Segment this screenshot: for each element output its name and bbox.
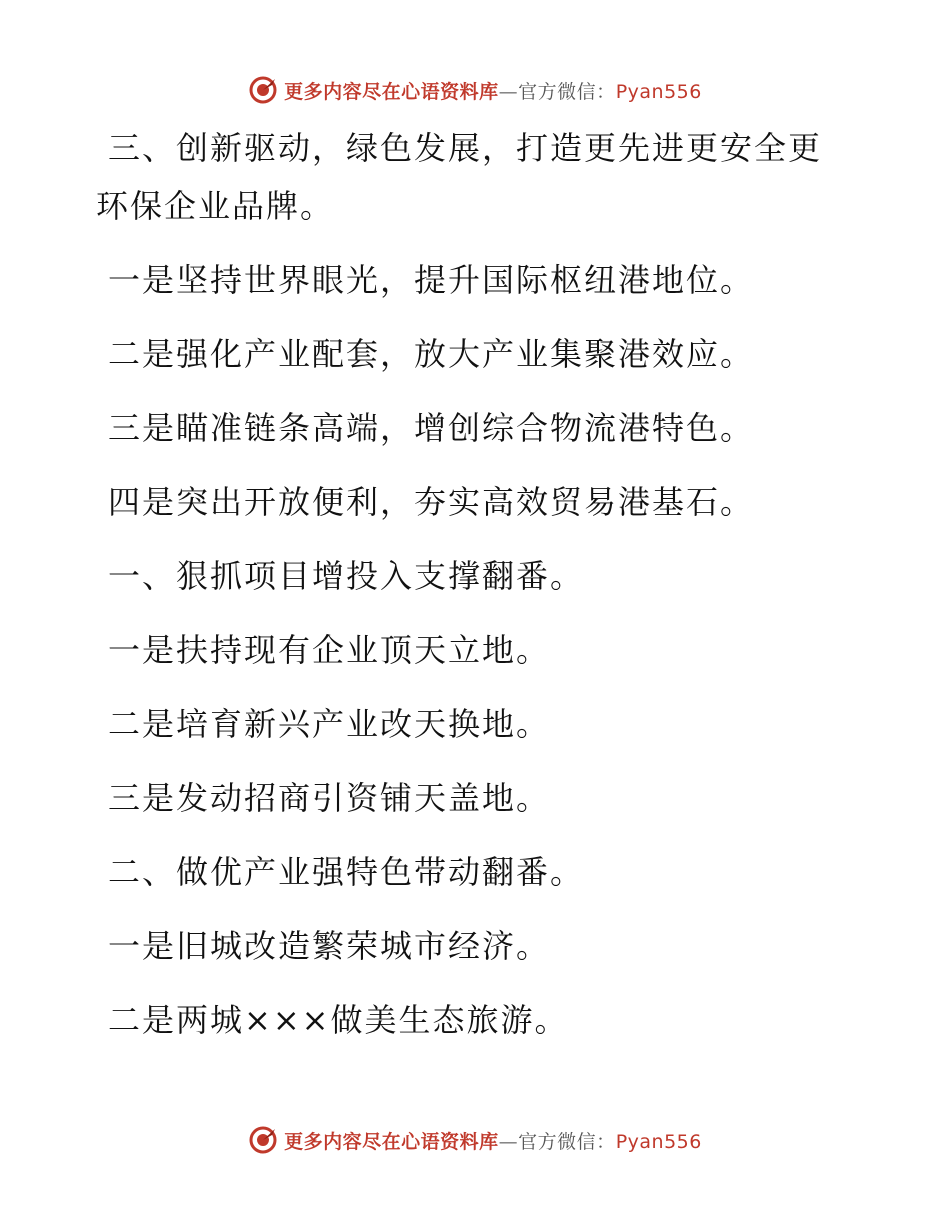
paragraph-line: 二是培育新兴产业改天换地。 <box>108 705 551 743</box>
paragraph-line: 四是突出开放便利，夯实高效贸易港基石。 <box>108 483 755 521</box>
banner-text <box>284 1127 702 1154</box>
paragraph-line: 一是坚持世界眼光，提升国际枢纽港地位。 <box>108 261 755 299</box>
section-heading: 二、做优产业强特色带动翻番。 <box>108 853 585 891</box>
section-heading: 三、创新驱动，绿色发展，打造更先进更安全更 <box>108 129 823 167</box>
quill-seal-icon <box>248 1125 278 1155</box>
paragraph-line: 一是扶持现有企业顶天立地。 <box>108 631 551 669</box>
paragraph-line: 二是强化产业配套，放大产业集聚港效应。 <box>108 335 755 373</box>
quill-seal-icon <box>248 75 278 105</box>
footer-banner <box>0 1120 950 1160</box>
section-heading-continued: 环保企业品牌。 <box>96 187 335 225</box>
banner-site-name: 更多内容尽在心语资料库 <box>284 80 499 103</box>
banner-wechat-label: 官方微信： <box>518 1130 616 1153</box>
banner-separator: — <box>498 1130 519 1153</box>
paragraph-line: 三是瞄准链条高端，增创综合物流港特色。 <box>108 409 755 447</box>
banner-wechat-id: Pyan556 <box>615 1130 702 1153</box>
banner-text <box>284 77 702 104</box>
banner-wechat-id: Pyan556 <box>615 80 702 103</box>
paragraph-line: 一是旧城改造繁荣城市经济。 <box>108 927 551 965</box>
header-banner <box>0 70 950 110</box>
banner-wechat-label: 官方微信： <box>518 80 616 103</box>
paragraph-line: 三是发动招商引资铺天盖地。 <box>108 779 551 817</box>
banner-separator: — <box>498 80 519 103</box>
section-heading: 一、狠抓项目增投入支撑翻番。 <box>108 557 585 595</box>
paragraph-line: 二是两城×××做美生态旅游。 <box>108 1001 569 1039</box>
banner-site-name: 更多内容尽在心语资料库 <box>284 1130 499 1153</box>
